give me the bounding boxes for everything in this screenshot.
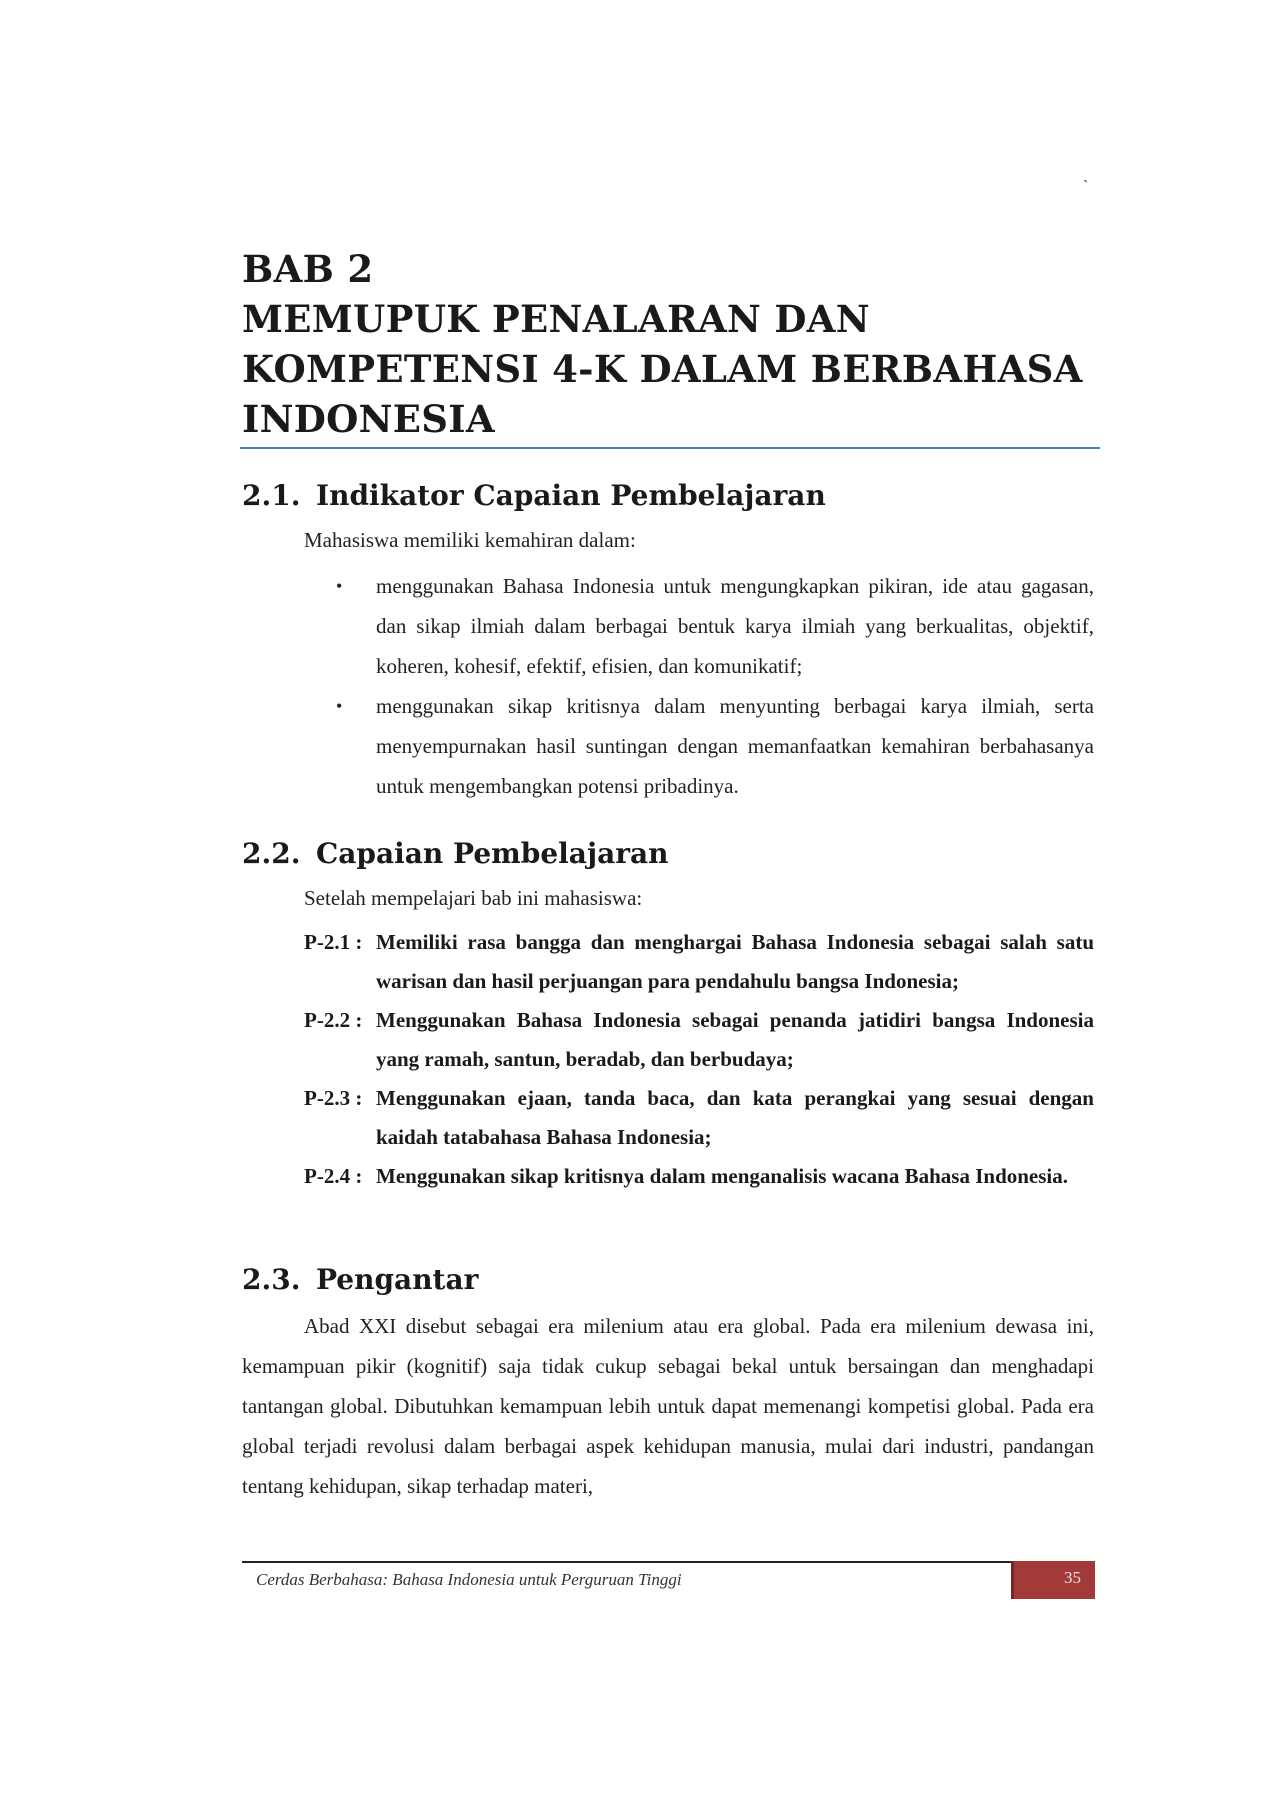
section-intro: Mahasiswa memiliki kemahiran dalam: (304, 528, 636, 552)
outcome-code: P-2.3 : (304, 1086, 363, 1110)
list-item-text: menggunakan Bahasa Indonesia untuk mengungkapkan pikiran, ide atau gagasan, dan sikap ilmiah dalam berbagai bentuk karya ilmiah yang berkualitas, objektif, koheren, kohesif, efektif, efisien, dan komunikatif; (376, 574, 1094, 678)
outcome-code: P-2.4 : (304, 1164, 363, 1188)
section-heading-2-3 (242, 1262, 478, 1298)
list-item (304, 1079, 1094, 1157)
outcome-code: P-2.1 : (304, 930, 363, 954)
bullet-icon: • (336, 576, 343, 596)
list-item (304, 686, 1094, 806)
page-number: 35 (1064, 1568, 1081, 1587)
section-number: 2.2. (242, 837, 301, 870)
chapter-title (242, 244, 1102, 444)
chapter-title-line: BAB 2 (242, 247, 374, 291)
body-paragraph: Abad XXI disebut sebagai era milenium atau era global. Pada era milenium dewasa ini, kemampuan pikir (kognitif) saja tidak cukup sebagai bekal untuk bersaingan dan menghadapi tantangan global. Dibutuhkan kemampuan lebih untuk dapat memenangi kompetisi global. Pada era global terjadi revolusi dalam berbagai aspek kehidupan manusia, mulai dari industri, pandangan tentang kehidupan, sikap terhadap materi, (242, 1314, 1094, 1498)
section-number: 2.3. (242, 1263, 301, 1296)
section-heading-2-1 (242, 478, 826, 514)
outcome-text: Menggunakan Bahasa Indonesia sebagai penanda jatidiri bangsa Indonesia yang ramah, santun, beradab, dan berbudaya; (376, 1008, 1094, 1071)
section-title: Capaian Pembelajaran (316, 837, 669, 870)
outcome-text: Memiliki rasa bangga dan menghargai Bahasa Indonesia sebagai salah satu warisan dan hasil perjuangan para pendahulu bangsa Indonesia; (376, 930, 1094, 993)
chapter-title-line: MEMUPUK PENALARAN DAN (242, 297, 870, 341)
section-title: Pengantar (316, 1263, 479, 1296)
indicator-list (304, 566, 1094, 806)
list-item-text: menggunakan sikap kritisnya dalam menyunting berbagai karya ilmiah, serta menyempurnakan hasil suntingan dengan memanfaatkan kemahiran berbahasanya untuk mengembangkan potensi pribadinya. (376, 694, 1094, 798)
list-item (304, 566, 1094, 686)
list-item (304, 1001, 1094, 1079)
page-number-badge (1011, 1561, 1095, 1599)
learning-outcome-list (304, 923, 1094, 1196)
outcome-text: Menggunakan ejaan, tanda baca, dan kata perangkai yang sesuai dengan kaidah tatabahasa Bahasa Indonesia; (376, 1086, 1094, 1149)
section-heading-2-2 (242, 836, 668, 872)
chapter-title-line: KOMPETENSI 4-K DALAM BERBAHASA (242, 347, 1083, 391)
outcome-text: Menggunakan sikap kritisnya dalam menganalisis wacana Bahasa Indonesia. (376, 1164, 1069, 1188)
chapter-title-line: INDONESIA (242, 397, 495, 441)
footer-book-title: Cerdas Berbahasa: Bahasa Indonesia untuk Perguruan Tinggi (256, 1570, 682, 1589)
list-item (304, 923, 1094, 1001)
bullet-icon: • (336, 696, 343, 716)
outcome-code: P-2.2 : (304, 1008, 363, 1032)
footer-divider (242, 1561, 1094, 1563)
chapter-divider (240, 447, 1100, 449)
section-title: Indikator Capaian Pembelajaran (316, 479, 826, 512)
list-item (304, 1157, 1094, 1196)
stray-mark: ` (1083, 178, 1089, 195)
section-intro: Setelah mempelajari bab ini mahasiswa: (304, 886, 643, 910)
section-number: 2.1. (242, 479, 301, 512)
